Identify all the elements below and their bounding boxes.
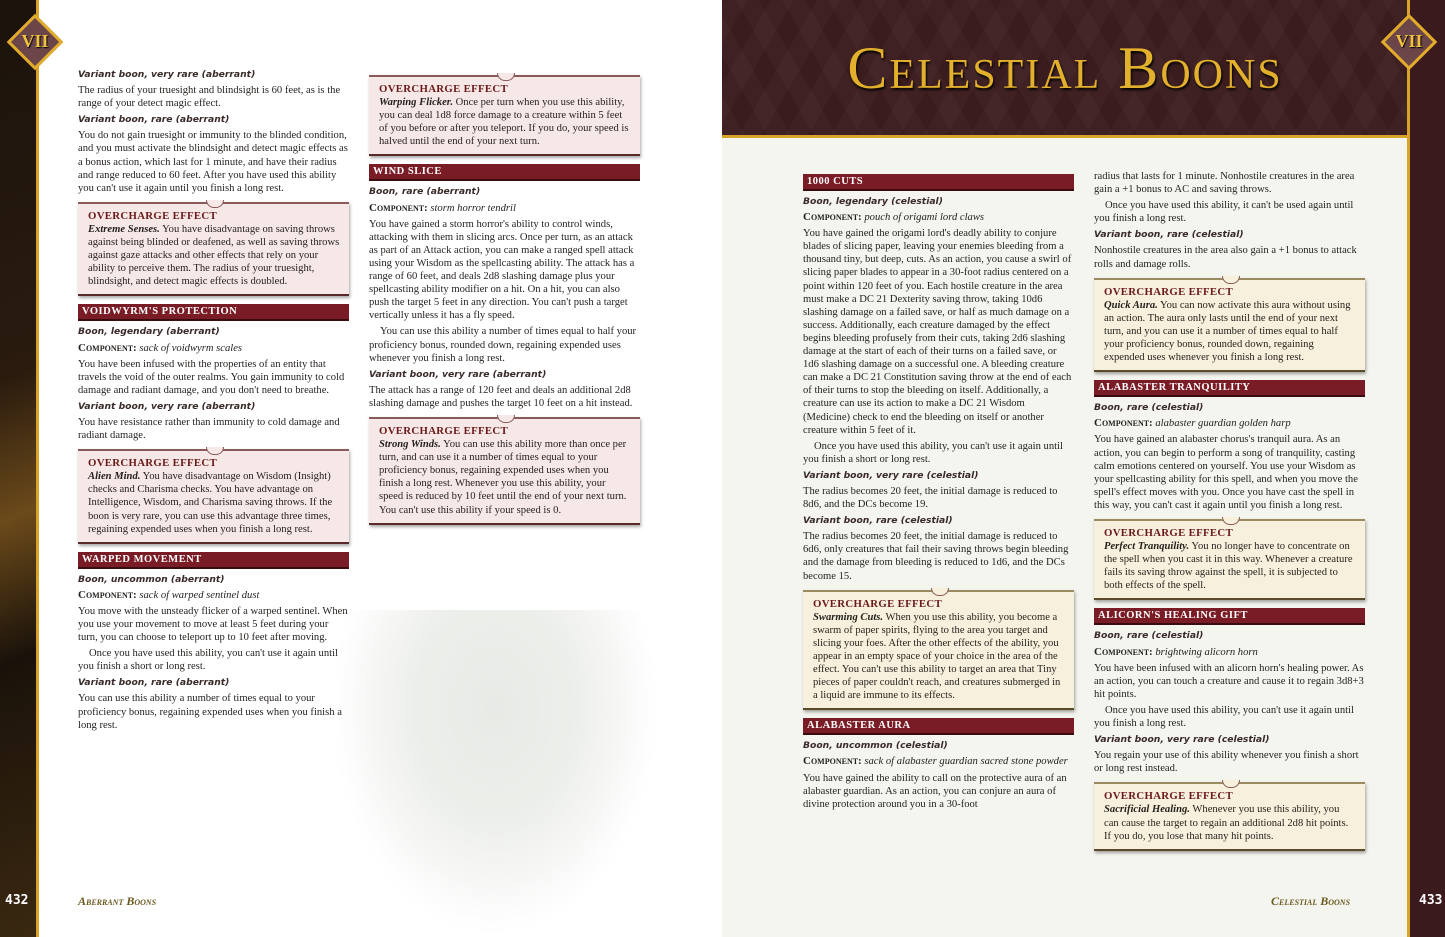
body-paragraph: You have gained the origami lord's deadly ability to conjure blades of slicing paper, leaving your enemies bleeding from a thousand tiny, but deep, cuts. As an action, you cause a swirl of slicing paper blades to appear in a 30-foot radius centered on a point within 120 feet of you. Each hostile creature in the area must make a DC 21 Dexterity saving throw, taking 10d6 slashing damage on a failed save, or half as much damage on a success. Additionally, each creature damaged by the effect begins bleeding profusely from their cuts, taking 2d6 slashing damage at the start of each of their turns on a failed save, or 1d6 slashing damage on a successful one. A bleeding creature can make a DC 21 Constitution saving throw at the end of each of their turns to stop the bleeding on itself. Additionally, a creature can use its action to make a DC 21 Wisdom (Medicine) check to end the bleeding on itself or another creature within 5 feet of it. [803, 228, 1072, 436]
decorative-border-art [0, 0, 36, 937]
body-paragraph: You have gained an alabaster chorus's tranquil aura. As an action, you can begin to perform a song of tranquility, casting calm emotions centered on yourself. You use your Wisdom as your spellcasting ability for this spell, and when you move the spell's effect moves with you. Once you have cast the spell in this way, you can't cast it again until you finish a long rest. [1094, 434, 1358, 511]
overcharge-effect-box [78, 449, 349, 544]
variant-label: Boon, legendary (celestial) [803, 196, 943, 207]
overcharge-description: Whenever you use this ability, you can cause the target to regain an additional 2d8 hit points. If you do, you lose that many hit points. [1104, 804, 1349, 842]
variant-label: Variant boon, very rare (celestial) [803, 469, 979, 481]
section-heading: 1000 CUTS [803, 174, 1074, 191]
body-paragraph: The radius of your truesight and blindsight is 60 feet, as is the range of your detect magic effect. [78, 85, 341, 110]
overcharge-title: Swarming Cuts. [813, 611, 884, 623]
overcharge-effect-box [1094, 782, 1365, 850]
overcharge-description: When you use this ability, you become a swarm of paper spirits, flying to the area you target and slicing your foes. After the other effects of the ability, you appear in an empty space of your choice in the area of the effect. You can't use this ability to target an area that Tiny pieces of paper couldn't reach, and creatures submerged in a liquid are immune to its effects. [813, 611, 1061, 702]
overcharge-label: OVERCHARGE EFFECT [1104, 790, 1233, 803]
component-line [1094, 417, 1365, 430]
variant-label: Variant boon, very rare (aberrant) [78, 400, 256, 412]
chapter-badge: VII [21, 31, 49, 51]
page-footer: Aberrant Boons [78, 894, 157, 908]
variant-label: Variant boon, very rare (aberrant) [369, 368, 547, 380]
component-value: sack of warped sentinel dust [136, 589, 260, 601]
body-paragraph: You have gained the ability to call on the protective aura of an alabaster guardian. As an action, you can conjure an aura of divine protection around you in a 30-foot [803, 772, 1067, 810]
body-paragraph: You can use this ability a number of times equal to your proficiency bonus, regaining expended uses when you finish a long rest. [78, 693, 342, 731]
section-heading: WARPED MOVEMENT [78, 552, 349, 569]
overcharge-description: You can use this ability more than once per turn, and can use it a number of times equal to your proficiency bonus, regaining expended uses when you finish a long rest. Whenever you use this ability, your speed is reduced by 10 feet until the end of your next turn. You can't use this ability if your speed is 0. [379, 439, 627, 516]
component-line [1094, 646, 1365, 659]
overcharge-text [1104, 803, 1356, 842]
component-value: sack of voidwyrm scales [136, 342, 243, 354]
component-label: Component: [1094, 417, 1153, 430]
overcharge-text [1104, 540, 1356, 592]
overcharge-label: OVERCHARGE EFFECT [379, 83, 508, 95]
body-paragraph: The attack has a range of 120 feet and deals an additional 2d8 slashing damage and pushes the target 10 feet on a hit instead. [369, 384, 633, 409]
section-heading: VOIDWYRM'S PROTECTION [78, 304, 349, 321]
body-paragraph: Once you have used this ability, it can't be used again until you finish a long rest. [1094, 200, 1354, 225]
component-value: pouch of origami lord claws [861, 212, 985, 224]
overcharge-title: Perfect Tranquility. [1104, 541, 1190, 553]
overcharge-title: Strong Winds. [379, 439, 441, 451]
variant-label: Variant boon, rare (aberrant) [78, 677, 230, 689]
variant-label: Variant boon, very rare (celestial) [1094, 734, 1270, 746]
variant-label: Boon, rare (aberrant) [369, 186, 481, 198]
body-paragraph: radius that lasts for 1 minute. Nonhostile creatures in the area gain a +1 bonus to AC and saving throws. [1094, 171, 1355, 196]
body-paragraph: You can use this ability a number of times equal to half your proficiency bonus, rounded down, regaining expended uses whenever you finish a long rest. [369, 326, 637, 364]
component-value: storm horror tendril [427, 202, 516, 214]
page-title: Celestial Boons [847, 35, 1283, 101]
overcharge-label: OVERCHARGE EFFECT [1104, 526, 1233, 539]
overcharge-text [813, 611, 1065, 703]
variant-label: Variant boon, rare (celestial) [1094, 229, 1244, 241]
overcharge-title: Sacrificial Healing. [1104, 804, 1190, 816]
overcharge-label: OVERCHARGE EFFECT [88, 209, 217, 222]
overcharge-description: You have disadvantage on saving throws against being blinded or deafened, as well as saving throws against gaze attacks and other effects that rely on your ability to perceive them. The radius of your truesight, blindsight, and detect magic effects is doubled. [88, 223, 340, 288]
body-paragraph: The radius becomes 20 feet, the initial damage is reduced to 6d6, only creatures that fail their saving throws begin bleeding and the damage from bleeding is reduced to 1d6, and the DCs become 15. [803, 531, 1069, 582]
gold-border-line [36, 0, 39, 937]
overcharge-label: OVERCHARGE EFFECT [379, 424, 508, 437]
body-paragraph: You have gained a storm horror's ability to control winds, attacking with them in slicing arcs. Once per turn, as an attack as part of an Attack action, you can make a ranged spell attack using your Wisdom as the spellcasting ability. The attack has a range of 60 feet, and deals 2d8 slashing damage plus your spellcasting ability modifier on a hit. On a hit, you can also push the target 5 feet in any direction. You can't push a target vertically unless it has a fly speed. [369, 218, 635, 322]
page-number: 433 [1419, 893, 1443, 908]
overcharge-title: Alien Mind. [88, 471, 141, 483]
faded-creature-illustration [330, 610, 660, 937]
overcharge-text [379, 438, 631, 517]
overcharge-text [88, 223, 340, 288]
component-label: Component: [803, 755, 862, 768]
body-paragraph: Nonhostile creatures in the area also gain a +1 bonus to attack rolls and damage rolls. [1094, 245, 1357, 270]
component-value: sack of alabaster guardian sacred stone powder [861, 756, 1068, 768]
right-page [722, 0, 1445, 937]
chapter-badge: VII [1395, 31, 1423, 51]
decorative-border [1408, 0, 1445, 937]
overcharge-effect-box [369, 417, 640, 525]
section-heading: ALABASTER TRANQUILITY [1094, 380, 1365, 397]
body-paragraph: Once you have used this ability, you can't use it again until you finish a long rest. [1094, 704, 1354, 729]
left-column-2 [369, 68, 640, 533]
overcharge-effect-box [1094, 278, 1365, 373]
overcharge-text [379, 96, 631, 148]
variant-label: Boon, rare (celestial) [1094, 630, 1204, 642]
component-value: brightwing alicorn horn [1152, 646, 1258, 658]
component-line [78, 342, 349, 355]
gold-header-line [722, 135, 1408, 138]
overcharge-title: Warping Flicker. [379, 97, 453, 109]
component-value: alabaster guardian golden harp [1152, 418, 1291, 430]
body-paragraph: You have been infused with the properties of an entity that travels the void of the outer realms. You gain immunity to cold damage and radiant damage, and you don't need to breathe. [78, 358, 345, 396]
right-column-1 [803, 168, 1074, 814]
overcharge-label: OVERCHARGE EFFECT [1104, 285, 1233, 298]
overcharge-label: OVERCHARGE EFFECT [88, 457, 217, 470]
body-paragraph: You have been infused with an alicorn horn's healing power. As an action, you can touch a creature and cause it to regain 3d8+3 hit points. [1094, 662, 1364, 700]
component-label: Component: [1094, 645, 1153, 658]
variant-label: Variant boon, rare (aberrant) [78, 114, 230, 126]
component-label: Component: [803, 211, 862, 224]
left-column-1 [78, 66, 349, 735]
body-paragraph: Once you have used this ability, you can't use it again until you finish a short or long rest. [78, 648, 338, 673]
overcharge-description: Once per turn when you use this ability, you can deal 1d8 force damage to a creature within 5 feet of you before or after you teleport. If you do, your speed is halved until the end of your next turn. [379, 97, 629, 148]
variant-label: Variant boon, very rare (aberrant) [78, 69, 256, 80]
variant-label: Boon, uncommon (celestial) [803, 740, 948, 752]
body-paragraph: The radius becomes 20 feet, the initial damage is reduced to 8d6, and the DCs become 19. [803, 485, 1058, 511]
component-label: Component: [78, 588, 137, 601]
overcharge-description: You have disadvantage on Wisdom (Insight) checks and Charisma checks. You have advantage on Intelligence, Wisdom, and Charisma saving throws. If the boon is very rare, you can use this advantage three times, regaining expended uses when you finish a long rest. [88, 471, 333, 535]
variant-label: Boon, rare (celestial) [1094, 402, 1204, 414]
component-line [803, 755, 1074, 768]
page-footer: Celestial Boons [1271, 894, 1351, 908]
overcharge-description: You can now activate this aura without using an action. The aura only lasts until the end of your next turn, and you can use it a number of times equal to half your proficiency bonus, rounded down, regaining expended uses whenever you finish a long rest. [1104, 299, 1351, 364]
gold-border-line [1407, 0, 1410, 937]
overcharge-effect-box [78, 202, 349, 297]
component-line [369, 202, 640, 215]
body-paragraph: You do not gain truesight or immunity to the blinded condition, and you must activate the blindsight and detect magic effects as a bonus action, which last for 1 minute, and have their radius and range reduced to 60 feet. After you have used this ability you can't use it again until you finish a long rest. [78, 130, 348, 194]
overcharge-effect-box [1094, 519, 1365, 600]
chapter-header-banner [722, 0, 1408, 136]
component-label: Component: [78, 341, 137, 354]
overcharge-text [1104, 299, 1356, 364]
variant-label: Boon, uncommon (aberrant) [78, 573, 225, 585]
right-column-2 [1094, 170, 1365, 859]
overcharge-effect-box [803, 590, 1074, 711]
overcharge-label: OVERCHARGE EFFECT [813, 597, 942, 610]
variant-label: Boon, legendary (aberrant) [78, 326, 220, 338]
body-paragraph: You have resistance rather than immunity to cold damage and radiant damage. [78, 416, 340, 442]
component-line [803, 211, 1074, 224]
component-line [78, 589, 349, 602]
body-paragraph: You move with the unsteady flicker of a warped sentinel. When you use your movement to move at least 5 feet during your turn, you can choose to teleport up to 10 feet after moving. [78, 605, 348, 644]
overcharge-title: Extreme Senses. [88, 223, 160, 235]
component-label: Component: [369, 201, 428, 214]
overcharge-text [88, 470, 340, 535]
page-number: 432 [5, 893, 29, 908]
body-paragraph: Once you have used this ability, you can't use it again until you finish a short or long rest. [803, 440, 1063, 465]
overcharge-description: You no longer have to concentrate on the spell when you cast it in this way. Whenever a creature fails its saving throw against the spell, it is subjected to both effects of the spell. [1104, 541, 1353, 592]
section-heading: ALABASTER AURA [803, 718, 1074, 735]
variant-label: Variant boon, rare (celestial) [803, 515, 953, 527]
overcharge-effect-box [369, 75, 640, 156]
section-heading: ALICORN'S HEALING GIFT [1094, 608, 1365, 625]
left-page [0, 0, 721, 937]
section-heading: WIND SLICE [369, 164, 640, 181]
overcharge-title: Quick Aura. [1104, 299, 1158, 311]
body-paragraph: You regain your use of this ability whenever you finish a short or long rest instead. [1094, 750, 1359, 775]
